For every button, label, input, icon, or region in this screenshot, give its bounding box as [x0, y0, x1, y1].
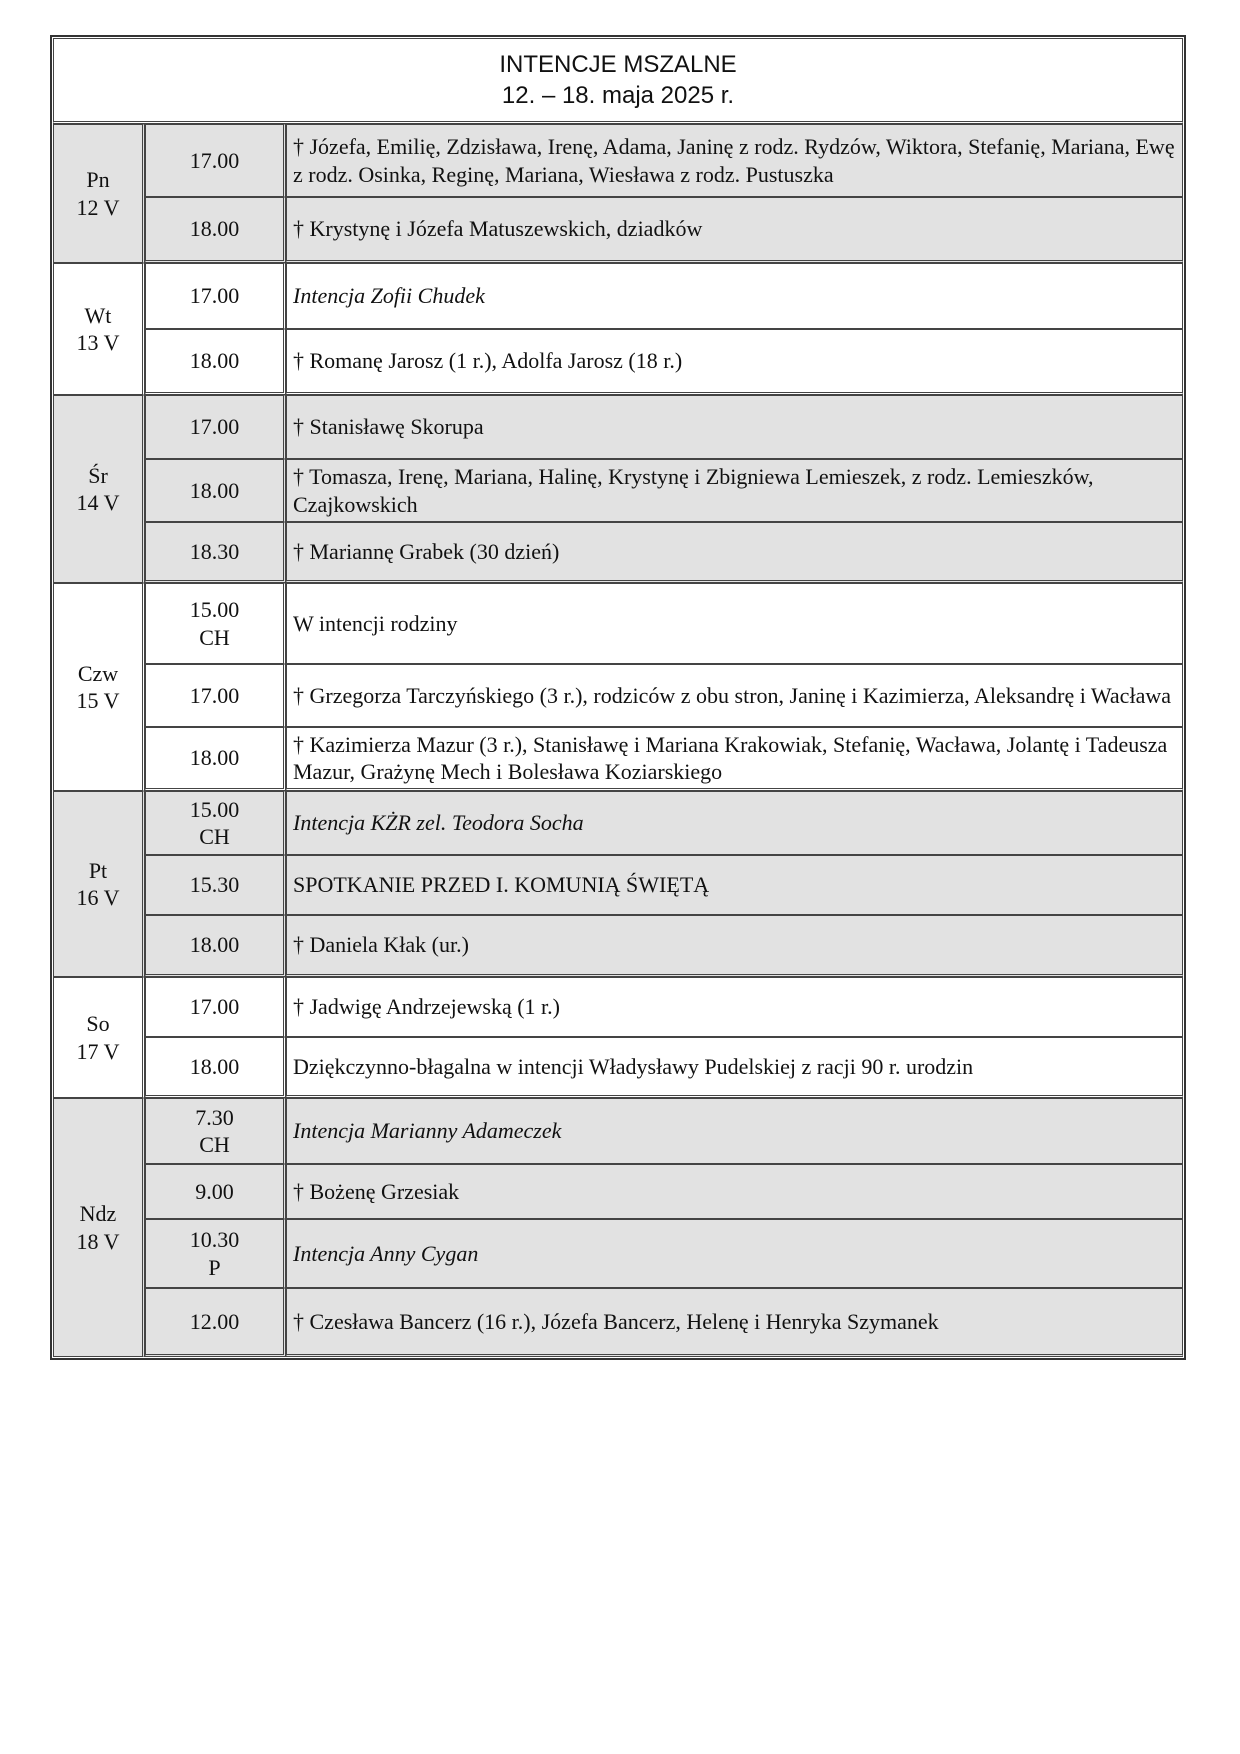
mass-time-cell — [145, 1037, 286, 1098]
mass-time-cell — [145, 1098, 286, 1164]
mass-intention: Intencja Zofii Chudek — [286, 263, 1183, 329]
mass-row — [53, 664, 1183, 727]
day-name: Ndz — [79, 1201, 117, 1226]
mass-intention: † Kazimierza Mazur (3 r.), Stanisławę i Mariana Krakowiak, Stefanię, Wacława, Jolantę i Tadeusza Mazur, Grażynę Mech i Bolesława Koziarskiego — [286, 727, 1183, 791]
mass-time: 17.00 — [189, 994, 240, 1020]
day-date: 13 V — [76, 330, 120, 355]
day-name: Pn — [86, 167, 110, 192]
mass-time: 18.00 — [189, 1053, 240, 1079]
mass-time: 17.00 — [189, 682, 240, 708]
day-name: Czw — [77, 660, 119, 686]
mass-row — [53, 727, 1183, 791]
intentions-sheet — [50, 35, 1186, 1360]
mass-time-cell — [145, 124, 286, 197]
day-date: 17 V — [76, 1038, 120, 1064]
mass-intention: Dziękczynno-błagalna w intencji Władysławy Pudelskiej z racji 90 r. urodzin — [286, 1037, 1183, 1098]
day-cell — [53, 124, 145, 263]
mass-time-cell — [145, 1164, 286, 1219]
mass-intention: W intencji rodziny — [286, 583, 1183, 664]
mass-row — [53, 791, 1183, 855]
mass-time: 18.00 — [189, 745, 240, 771]
mass-intention: † Mariannę Grabek (30 dzień) — [286, 522, 1183, 583]
mass-time: 18.00 — [189, 477, 240, 503]
mass-time: 18.00 — [189, 348, 240, 374]
mass-intention: Intencja Marianny Adameczek — [286, 1098, 1183, 1164]
mass-row — [53, 583, 1183, 664]
mass-time: 10.30 — [189, 1227, 240, 1252]
mass-time-cell — [145, 1288, 286, 1357]
mass-intention: SPOTKANIE PRZED I. KOMUNIĄ ŚWIĘTĄ — [286, 855, 1183, 915]
mass-location-code: CH — [199, 824, 230, 849]
mass-time-cell — [145, 791, 286, 855]
day-date: 16 V — [76, 885, 120, 910]
day-date: 18 V — [76, 1228, 120, 1254]
mass-intention: † Stanisławę Skorupa — [286, 395, 1183, 459]
mass-time-cell — [145, 522, 286, 583]
mass-time: 17.00 — [189, 147, 240, 173]
mass-time: 7.30 — [195, 1104, 234, 1130]
mass-intention: † Grzegorza Tarczyńskiego (3 r.), rodziców z obu stron, Janinę i Kazimierza, Aleksandrę i Wacława — [286, 664, 1183, 727]
mass-time-cell — [145, 855, 286, 915]
mass-row — [53, 197, 1183, 263]
mass-row — [53, 263, 1183, 329]
mass-time-cell — [145, 977, 286, 1037]
mass-time: 15.00 — [189, 597, 240, 622]
mass-time-cell — [145, 664, 286, 727]
mass-row — [53, 1219, 1183, 1288]
mass-intention: † Daniela Kłak (ur.) — [286, 915, 1183, 977]
mass-row — [53, 1164, 1183, 1219]
day-cell — [53, 977, 145, 1098]
mass-time: 15.00 — [189, 796, 240, 822]
mass-time: 15.30 — [189, 872, 240, 898]
mass-row — [53, 522, 1183, 583]
date-range: 12. – 18. maja 2025 r. — [501, 82, 735, 109]
mass-intention: Intencja Anny Cygan — [286, 1219, 1183, 1288]
mass-time-cell — [145, 263, 286, 329]
mass-time-cell — [145, 583, 286, 664]
day-cell — [53, 1098, 145, 1357]
mass-intention: † Romanę Jarosz (1 r.), Adolfa Jarosz (18 r.) — [286, 329, 1183, 395]
mass-intention: † Czesława Bancerz (16 r.), Józefa Bancerz, Helenę i Henryka Szymanek — [286, 1288, 1183, 1357]
mass-time-cell — [145, 1219, 286, 1288]
mass-schedule-table — [53, 38, 1183, 1357]
mass-time: 17.00 — [189, 414, 240, 440]
mass-row — [53, 1288, 1183, 1357]
day-name: Śr — [88, 462, 108, 488]
mass-time-cell — [145, 395, 286, 459]
mass-row — [53, 459, 1183, 522]
mass-time-cell — [145, 915, 286, 977]
mass-intention: † Krystynę i Józefa Matuszewskich, dziadków — [286, 197, 1183, 263]
mass-intention: † Tomasza, Irenę, Mariana, Halinę, Krystynę i Zbigniewa Lemieszek, z rodz. Lemieszków, Czajkowskich — [286, 459, 1183, 522]
mass-row — [53, 1098, 1183, 1164]
mass-row — [53, 1037, 1183, 1098]
day-date: 14 V — [76, 490, 120, 515]
mass-intention: † Józefa, Emilię, Zdzisława, Irenę, Adama, Janinę z rodz. Rydzów, Wiktora, Stefanię, Mariana, Ewę z rodz. Osinka, Reginę, Mariana, Wiesława z rodz. Pustuszka — [286, 124, 1183, 197]
mass-intention: † Jadwigę Andrzejewską (1 r.) — [286, 977, 1183, 1037]
mass-time-cell — [145, 727, 286, 791]
mass-time: 18.30 — [189, 538, 240, 564]
mass-location-code: CH — [199, 624, 230, 650]
day-name: Wt — [84, 302, 112, 328]
mass-time: 18.00 — [189, 932, 240, 958]
table-header — [53, 38, 1183, 124]
mass-time-cell — [145, 459, 286, 522]
day-cell — [53, 263, 145, 395]
mass-time: 18.00 — [189, 216, 240, 242]
page-title: INTENCJE MSZALNE — [499, 50, 737, 78]
mass-row — [53, 915, 1183, 977]
mass-row — [53, 977, 1183, 1037]
mass-time-cell — [145, 329, 286, 395]
mass-row — [53, 855, 1183, 915]
day-cell — [53, 583, 145, 791]
mass-location-code: CH — [199, 1132, 230, 1157]
day-cell — [53, 791, 145, 977]
mass-row — [53, 124, 1183, 197]
mass-time: 9.00 — [195, 1178, 234, 1204]
mass-time: 12.00 — [189, 1308, 240, 1334]
mass-row — [53, 329, 1183, 395]
mass-location-code: P — [208, 1254, 221, 1280]
day-name: Pt — [88, 857, 108, 883]
day-date: 12 V — [76, 194, 120, 220]
day-date: 15 V — [76, 688, 120, 713]
mass-intention: Intencja KŻR zel. Teodora Socha — [286, 791, 1183, 855]
mass-intention: † Bożenę Grzesiak — [286, 1164, 1183, 1219]
mass-row — [53, 395, 1183, 459]
mass-time-cell — [145, 197, 286, 263]
mass-time: 17.00 — [189, 283, 240, 309]
day-name: So — [86, 1011, 110, 1036]
day-cell — [53, 395, 145, 583]
